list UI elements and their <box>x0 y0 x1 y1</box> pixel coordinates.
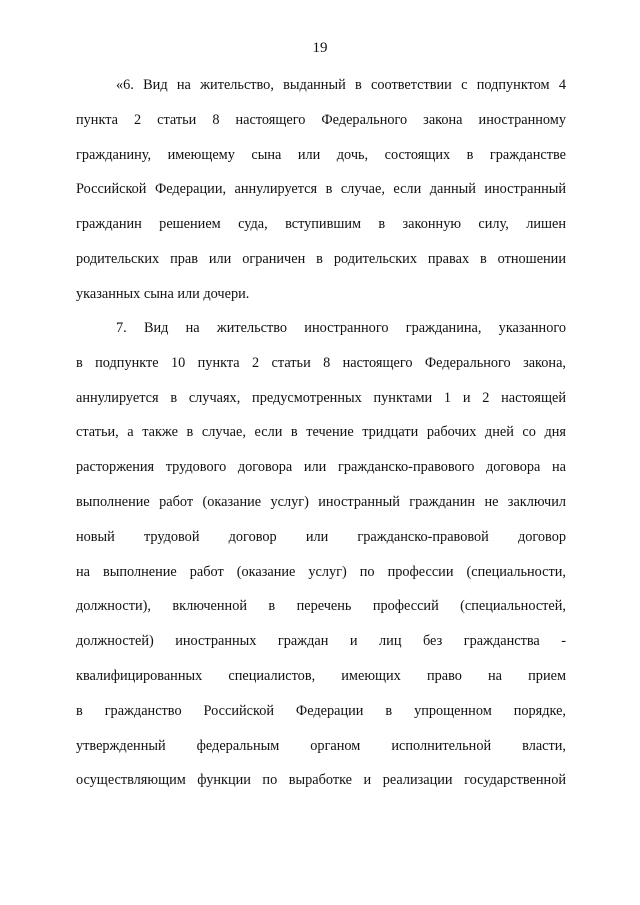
text-line: в гражданство Российской Федерации в упрощенном порядке, <box>76 702 566 719</box>
text-line: осуществляющим функции по выработке и реализации государственной <box>76 772 566 789</box>
text-line: статьи, а также в случае, если в течение тридцати рабочих дней со дня <box>76 424 566 441</box>
text-line: на выполнение работ (оказание услуг) по профессии (специальности, <box>76 563 566 580</box>
text-line: новый трудовой договор или гражданско-правовой договор <box>76 528 566 545</box>
text-line: выполнение работ (оказание услуг) иностранный гражданин не заключил <box>76 493 566 510</box>
text-line: гражданину, имеющему сына или дочь, состоящих в гражданстве <box>76 146 566 163</box>
text-line: родительских прав или ограничен в родительских правах в отношении <box>76 250 566 267</box>
text-line: Российской Федерации, аннулируется в случае, если данный иностранный <box>76 181 566 198</box>
text-line: пункта 2 статьи 8 настоящего Федерального закона иностранному <box>76 111 566 128</box>
text-line: указанных сына или дочери. <box>76 285 250 302</box>
text-line: «6. Вид на жительство, выданный в соответствии с подпунктом 4 <box>116 77 566 93</box>
text-line: утвержденный федеральным органом исполнительной власти, <box>76 737 566 754</box>
text-line: гражданин решением суда, вступившим в законную силу, лишен <box>76 216 566 233</box>
paragraph-7 <box>76 318 566 805</box>
text-line: 7. Вид на жительство иностранного гражданина, указанного <box>116 320 566 336</box>
text-line: аннулируется в случаях, предусмотренных пунктами 1 и 2 настоящей <box>76 389 566 406</box>
page-number: 19 <box>312 40 328 56</box>
text-line: квалифицированных специалистов, имеющих право на прием <box>76 667 566 684</box>
text-line: расторжения трудового договора или гражданско-правового договора на <box>76 459 566 476</box>
text-line: в подпункте 10 пункта 2 статьи 8 настоящего Федерального закона, <box>76 354 566 371</box>
text-line: должности), включенной в перечень профессий (специальностей, <box>76 598 566 615</box>
text-line: должностей) иностранных граждан и лиц без гражданства - <box>76 633 566 650</box>
paragraph-6 <box>76 75 566 319</box>
